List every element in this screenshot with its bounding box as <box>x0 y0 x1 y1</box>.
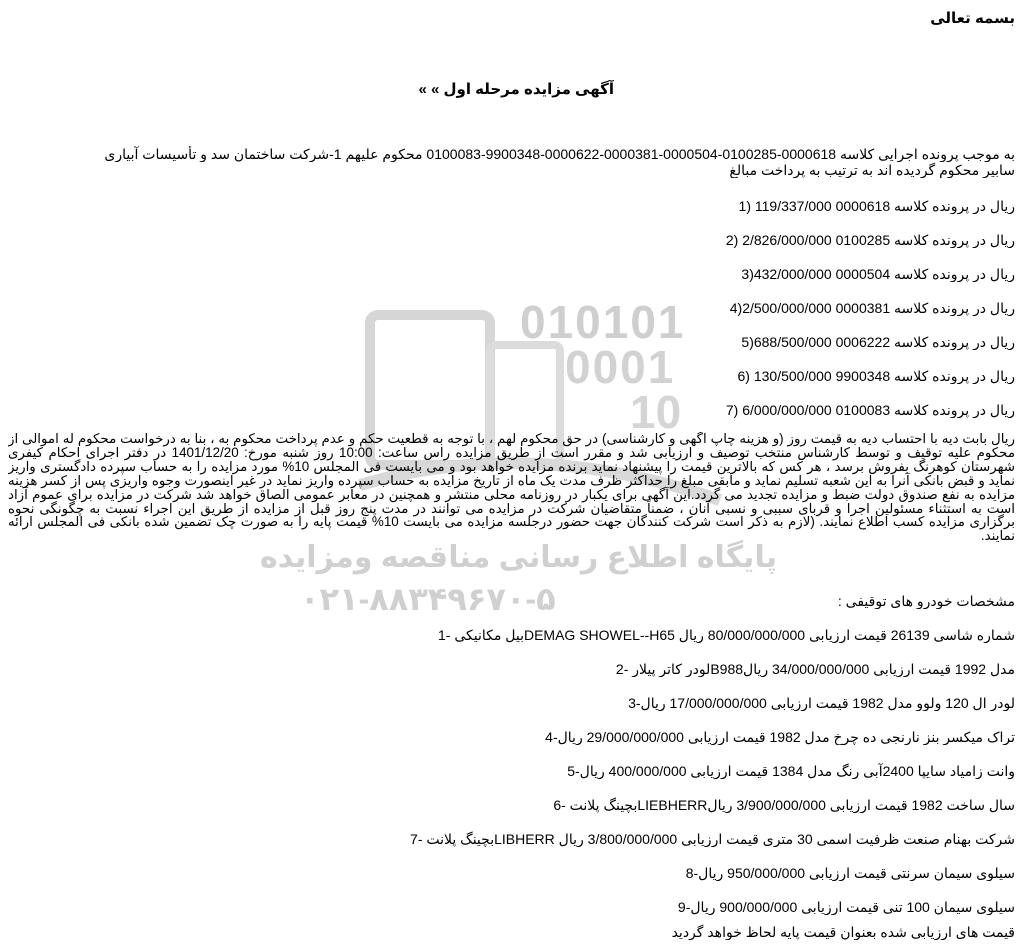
basmala: بسمه تعالی <box>930 10 1015 27</box>
vehicle-item: شماره شاسی 26139 قیمت ارزیابی 80/000/000/000 ریال DEMAG SHOWEL--H65بیل مکانیکی -1 <box>438 627 1015 643</box>
watermark-text: پایگاه اطلاع رسانی مناقصه ومزایده <box>260 541 777 574</box>
notice-title: آگهی مزایده مرحله اول » » <box>418 81 614 98</box>
amount-item: ریال در پرونده کلاسه 0006222 688/500/000(5 <box>741 334 1015 350</box>
vehicle-item: سیلوی سیمان 100 تنی قیمت ارزیابی 900/000/000 ریال-9 <box>677 899 1015 915</box>
vehicle-item: لودر ال 120 ولوو مدل 1982 قیمت ارزیابی 17/000/000/000 ریال-3 <box>628 695 1015 711</box>
intro-line-1: به موجب پرونده اجرایی کلاسه 0000618-0100285-0000504-0000381-0000622-9900348-0100083 محکوم علیهم 1-شرکت ساختمان سد و تأسیسات آبیاری <box>104 146 1015 162</box>
amount-item: ریال در پرونده کلاسه 0000381 2/500/000/000(4 <box>729 300 1015 316</box>
watermark-digits-3: 10 <box>630 386 682 438</box>
amount-item: ریال در پرونده کلاسه 0100285 2/826/000/000 (2 <box>725 232 1015 248</box>
closing-note: قیمت های ارزیابی شده بعنوان قیمت پایه لحاظ خواهد گردید <box>671 924 1015 940</box>
vehicles-heading: مشخصات خودرو های توقیفی : <box>837 593 1015 609</box>
amount-item: ریال در پرونده کلاسه 0100083 6/000/000/000 (7 <box>725 402 1015 418</box>
watermark-digits-1: 010101 <box>520 296 686 348</box>
vehicle-item: مدل 1992 قیمت ارزیابی 34/000/000/000 ریالB988لودر کاتر پیلار -2 <box>615 661 1015 677</box>
vehicle-item: شرکت بهنام صنعت ظرفیت اسمی 30 متری قیمت ارزیابی 3/800/000/000 ریال LIBHERRبچینگ پلانت -7 <box>410 831 1015 847</box>
vehicle-item: سیلوی سیمان سرنتی قیمت ارزیابی 950/000/000 ریال-8 <box>685 865 1015 881</box>
vehicle-item: وانت زامیاد سایپا 2400آبی رنگ مدل 1384 قیمت ارزیابی 400/000/000 ریال-5 <box>567 763 1015 779</box>
body-paragraph: ریال بابت دیه با احتساب دیه به قیمت روز (و هزینه چاپ آگهی و کارشناسی) در حق محکوم لهم ، با توجه به قطعیت حکم و عدم پرداخت محکوم به ، بنا به درخواست محکوم له اموالی از محکوم علیه توقیف و توسط کارشناس منتخب توصیف و ارزیابی شد و مقرر است از طریق مزایده راس ساعت: 10:00 روز شنبه مورخ: 1401/12/20 در دفتر اجرای احکام کیفری شهرستان کوهرنگ بفروش برسد ، هر کس که بالاترین قیمت را پیشنهاد نماید برنده مزایده خواهد بود و می بایست فی المجلس 10% مورد مزایده را به حساب سپرده دادگستری واریز نماید و قبض بانکی آنرا به این شعبه تسلیم نماید و مابقی مبلغ را حداکثر ظرف مدت یک ماه از تاریخ مزایده به حساب سپرده واریز نماید در غیر اینصورت وجوه واریزی پس از کسر هزینه مزایده به نفع صندوق دولت ضبط و مزایده تجدید می گردد.این آگهی برای یکبار در روزنامه محلی منتشر و همچنین در معابر عمومی الصاق خواهد شد شرکت در مزایده برای عموم آزاد است به استثناء مسئولین اجرا و قربای سببی و نسبی آنان ، ضمناً متقاضیان شرکت در مزایده می توانند در مدت پنج روز قبل از مزایده از طریق این اجراء نسبت به چگونگی نحوه برگزاری مزایده کسب اطلاع نمایند. (لازم به ذکر است شرکت کنندگان جهت حضور درجلسه مزایده می بایست 10% قیمت پایه را به صورت چک تضمین شده بانکی فی المجلس ارائه نمایند. <box>8 432 1015 544</box>
watermark-digits-2: 0001 <box>565 341 676 393</box>
intro-line-2: سابیر محکوم گردیده اند به ترتیب به پرداخت مبالغ <box>729 162 1015 178</box>
amount-item: ریال در پرونده کلاسه 9900348 130/500/000 (6 <box>737 368 1015 384</box>
watermark-phone: ۰۲۱-۸۸۳۴۹۶۷۰-۵ <box>300 581 556 617</box>
vehicle-item: تراک میکسر بنز نارنجی ده چرخ مدل 1982 قیمت ارزیابی 29/000/000/000 ریال-4 <box>545 729 1015 745</box>
amount-item: ریال در پرونده کلاسه 0000504 432/000/000(3 <box>741 266 1015 282</box>
vehicle-item: سال ساخت 1982 قیمت ارزیابی 3/900/000/000 ریالLIEBHERRبچینگ پلانت -6 <box>553 797 1015 813</box>
amount-item: ریال در پرونده کلاسه 0000618 119/337/000 (1 <box>738 198 1015 214</box>
